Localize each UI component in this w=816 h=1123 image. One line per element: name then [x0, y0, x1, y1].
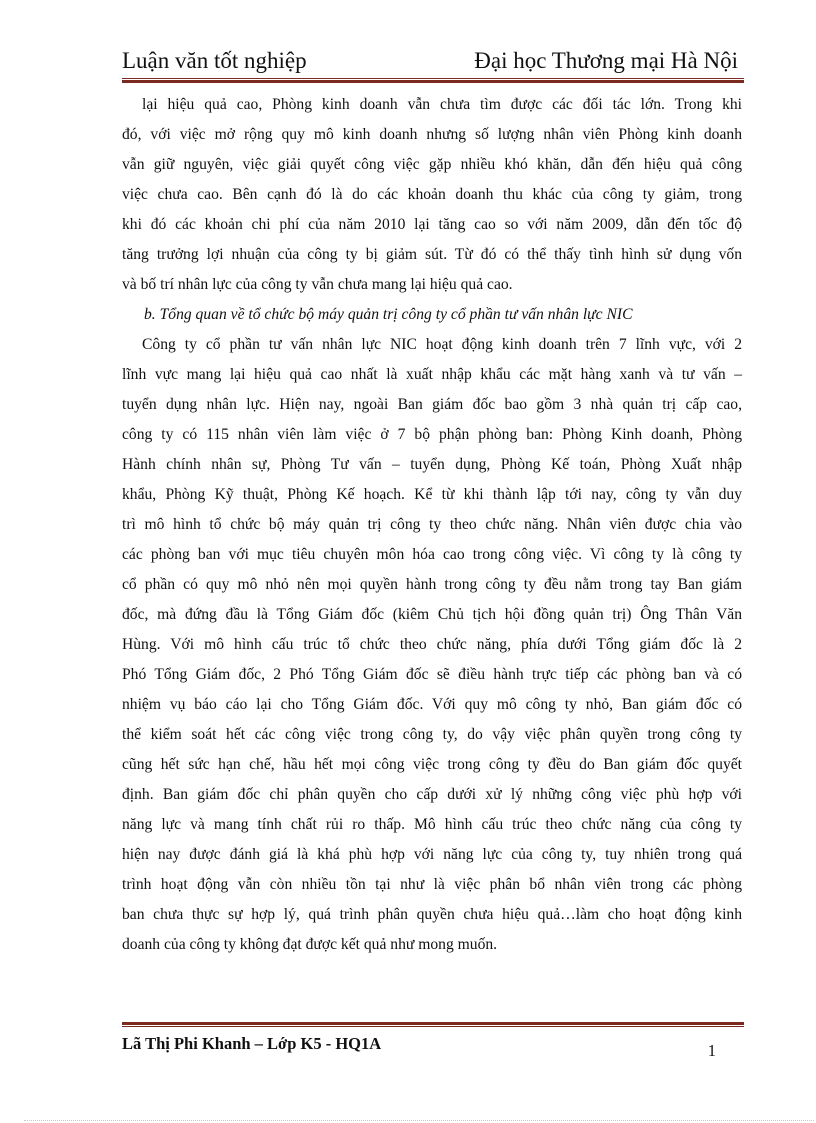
text-line: doanh của công ty không đạt được kết quả như mong muốn.: [122, 936, 498, 953]
text-line: nhiệm vụ báo cáo lại cho Tổng Giám đốc. Với quy mô công ty nhỏ, Ban giám đốc có: [122, 696, 742, 713]
text-line: khi đó các khoản chi phí của năm 2010 lại tăng cao so với năm 2009, dẫn đến tốc độ: [122, 216, 742, 233]
text-line: đó, với việc mở rộng quy mô kinh doanh nhưng số lượng nhân viên Phòng kinh doanh: [122, 126, 742, 143]
text-line: đốc, mà đứng đầu là Tổng Giám đốc (kiêm Chủ tịch hội đồng quản trị) Ông Thân Văn: [122, 606, 742, 623]
footer-rule: [122, 1022, 744, 1027]
header-university-name: Đại học Thương mại Hà Nội: [474, 48, 738, 73]
text-line: lại hiệu quả cao, Phòng kinh doanh vẫn chưa tìm được các đối tác lớn. Trong khi: [142, 96, 742, 113]
page-header: [122, 48, 742, 78]
body-text: [122, 90, 742, 960]
text-line: định. Ban giám đốc chỉ phân quyền cho cấp dưới xử lý những công việc phù hợp với: [122, 786, 742, 803]
text-line: Hùng. Với mô hình cấu trúc tổ chức theo chức năng, phía dưới Tổng giám đốc là 2: [122, 636, 742, 653]
header-thesis-title: Luận văn tốt nghiệp: [122, 48, 307, 73]
text-line: cũng hết sức hạn chế, hầu hết mọi công việc trong công ty đều do Ban giám đốc quyết: [122, 756, 742, 773]
page-footer: [122, 1034, 742, 1064]
page-number: 1: [707, 1041, 716, 1060]
text-line: các phòng ban với mục tiêu chuyên môn hóa cao trong công việc. Vì công ty là công ty: [122, 546, 742, 563]
text-line: thể kiểm soát hết các công việc trong công ty, do vậy việc phân quyền trong công ty: [122, 726, 742, 743]
text-line: lĩnh vực mang lại hiệu quả cao nhất là xuất nhập khẩu các mặt hàng xanh và tư vấn –: [122, 366, 742, 383]
text-line: tăng trưởng lợi nhuận của công ty bị giảm sút. Từ đó có thể thấy tình hình sử dụng vốn: [122, 246, 742, 263]
text-line: việc chưa cao. Bên cạnh đó là do các khoản doanh thu khác của công ty giảm, trong: [122, 186, 742, 203]
text-line: ban chưa thực sự hợp lý, quá trình phân quyền chưa hiệu quả…làm cho hoạt động kinh: [122, 906, 742, 923]
text-line: vẫn giữ nguyên, việc giải quyết công việc gặp nhiều khó khăn, dẫn đến hiệu quả công: [122, 156, 742, 173]
text-line: Công ty cổ phần tư vấn nhân lực NIC hoạt động kinh doanh trên 7 lĩnh vực, với 2: [142, 336, 742, 353]
text-line: hiện nay được đánh giá là khá phù hợp với năng lực của công ty, tuy nhiên trong quá: [122, 846, 742, 863]
footer-author: Lã Thị Phi Khanh – Lớp K5 - HQ1A: [122, 1034, 382, 1053]
text-line: tuyển dụng nhân lực. Hiện nay, ngoài Ban giám đốc bao gồm 3 nhà quản trị cấp cao,: [122, 396, 742, 413]
text-line: Phó Tổng Giám đốc, 2 Phó Tổng Giám đốc sẽ điều hành trực tiếp các phòng ban và có: [122, 666, 742, 683]
text-line: năng lực và mang tính chất rủi ro thấp. Mô hình cấu trúc theo chức năng của công ty: [122, 816, 742, 833]
page-boundary: [24, 1120, 814, 1121]
text-line: công ty có 115 nhân viên làm việc ở 7 bộ phận phòng ban: Phòng Kinh doanh, Phòng: [122, 426, 742, 443]
section-subheading: b. Tổng quan về tổ chức bộ máy quản trị công ty cổ phần tư vấn nhân lực NIC: [144, 306, 633, 323]
text-line: trình hoạt động vẫn còn nhiều tồn tại như là việc phân bổ nhân viên trong các phòng: [122, 876, 742, 893]
text-line: và bố trí nhân lực của công ty vẫn chưa mang lại hiệu quả cao.: [122, 276, 513, 293]
header-rule: [122, 78, 744, 83]
text-line: khẩu, Phòng Kỹ thuật, Phòng Kế hoạch. Kể từ khi thành lập tới nay, công ty vẫn duy: [122, 486, 742, 503]
text-line: cổ phần có quy mô nhỏ nên mọi quyền hành trong công ty đều nằm trong tay Ban giám: [122, 576, 742, 593]
text-line: trì mô hình tổ chức bộ máy quản trị công ty theo chức năng. Nhân viên được chia vào: [122, 516, 742, 533]
text-line: Hành chính nhân sự, Phòng Tư vấn – tuyển dụng, Phòng Kế toán, Phòng Xuất nhập: [122, 456, 742, 473]
